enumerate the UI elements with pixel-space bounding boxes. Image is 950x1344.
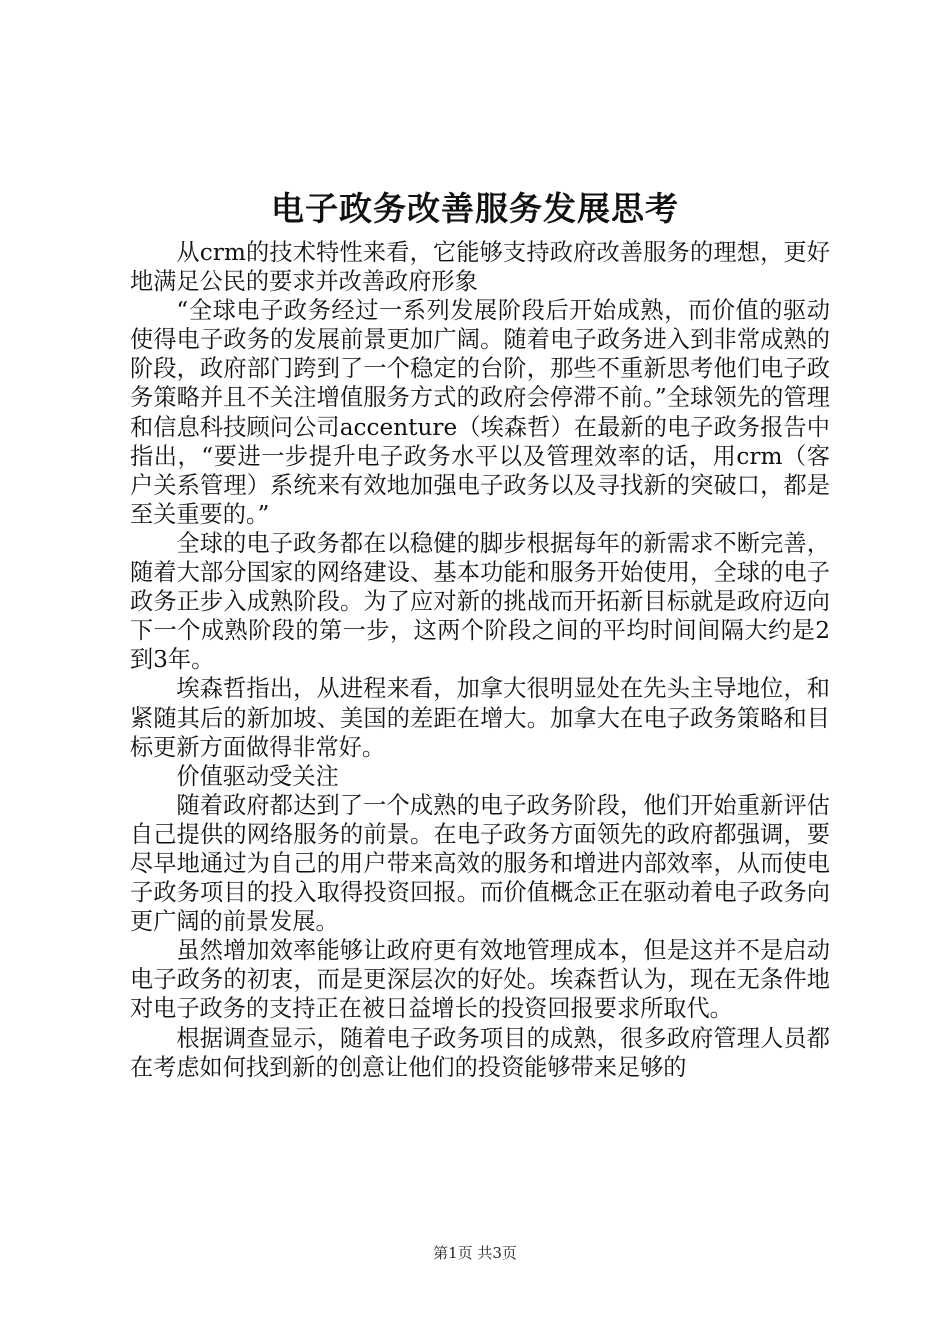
- paragraph: 随着政府都达到了一个成熟的电子政务阶段，他们开始重新评估自己提供的网络服务的前景。在电子政务方面领先的政府都强调，要尽早地通过为自己的用户带来高效的服务和增进内部效率，从而使电子政务项目的投入取得投资回报。而价值概念正在驱动着电子政务向更广阔的前景发展。: [130, 791, 830, 936]
- page-footer: [0, 1243, 950, 1263]
- document-body: [130, 238, 830, 1082]
- paragraph: 虽然增加效率能够让政府更有效地管理成本，但是这并不是启动电子政务的初衷，而是更深层次的好处。埃森哲认为，现在无条件地对电子政务的支持正在被日益增长的投资回报要求所取代。: [130, 937, 830, 1023]
- paragraph: 埃森哲指出，从进程来看，加拿大很明显处在先头主导地位，和紧随其后的新加坡、美国的差距在增大。加拿大在电子政务策略和目标更新方面做得非常好。: [130, 675, 830, 761]
- section-heading: 价值驱动受关注: [176, 762, 339, 790]
- paragraph: 从crm的技术特性来看，它能够支持政府改善服务的理想，更好地满足公民的要求并改善政府形象: [130, 239, 830, 296]
- document-title: 电子政务改善服务发展思考: [271, 189, 679, 228]
- paragraph: 全球的电子政务都在以稳健的脚步根据每年的新需求不断完善，随着大部分国家的网络建设、基本功能和服务开始使用，全球的电子政务正步入成熟阶段。为了应对新的挑战而开拓新目标就是政府迈向下一个成熟阶段的第一步，这两个阶段之间的平均时间间隔大约是2到3年。: [130, 529, 830, 674]
- page-number: 第1页 共3页: [433, 1244, 517, 1262]
- paragraph: “全球电子政务经过一系列发展阶段后开始成熟，而价值的驱动使得电子政务的发展前景更加广阔。随着电子政务进入到非常成熟的阶段，政府部门跨到了一个稳定的台阶，那些不重新思考他们电子政务策略并且不关注增值服务方式的政府会停滞不前。”全球领先的管理和信息科技顾问公司accenture（埃森哲）在最新的电子政务报告中指出，“要进一步提升电子政务水平以及管理效率的话，用crm（客户关系管理）系统来有效地加强电子政务以及寻找新的突破口，都是至关重要的。”: [130, 297, 830, 528]
- paragraph: 根据调查显示，随着电子政务项目的成熟，很多政府管理人员都在考虑如何找到新的创意让他们的投资能够带来足够的: [130, 1024, 830, 1081]
